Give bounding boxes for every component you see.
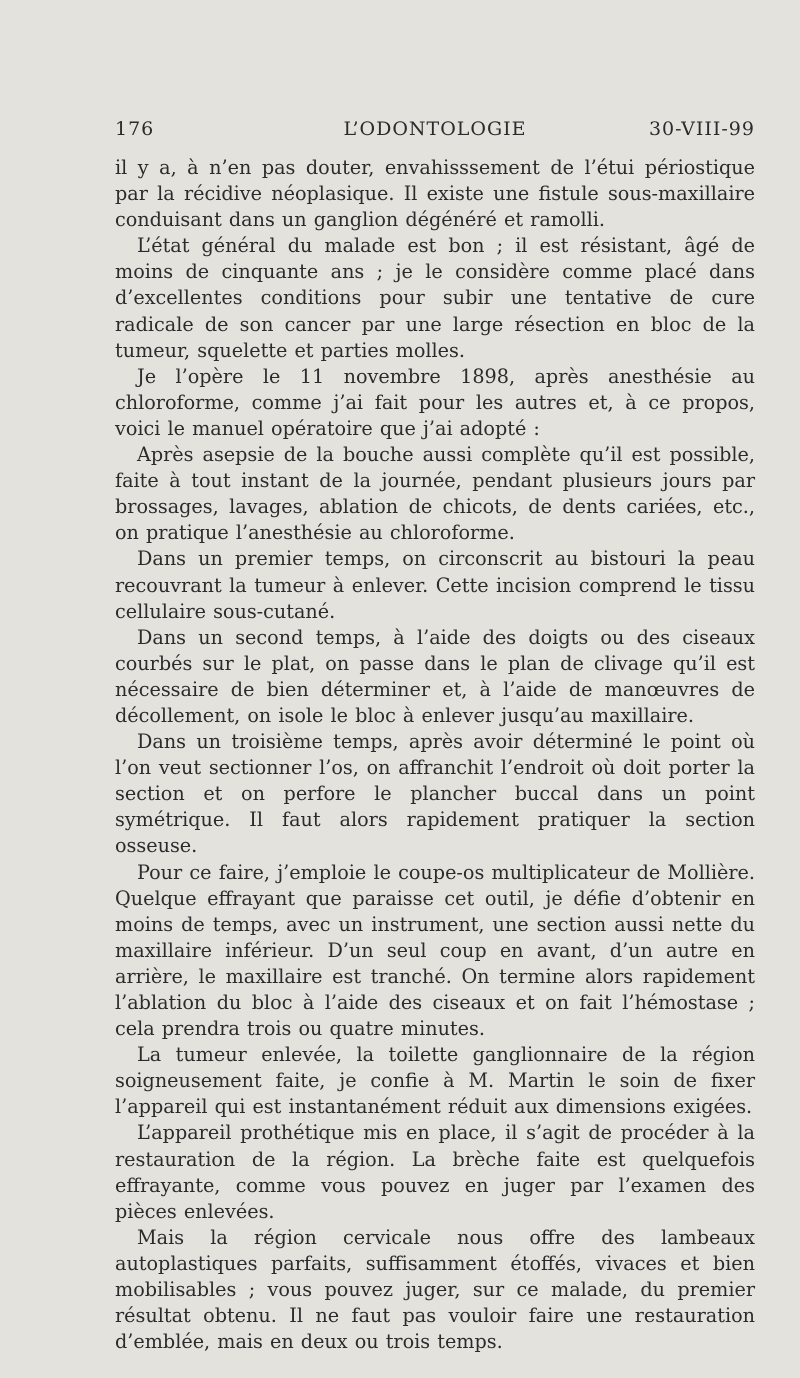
paragraph-7: Dans un troisième temps, après avoir déterminé le point où l’on veut sectionner l’os, on affranchit l’endroit où doit porter la section et on perfore le plancher buccal dans un point symétrique. Il faut alors rapidement pratiquer la section osseuse.: [115, 730, 755, 858]
paragraph-10: L’appareil prothétique mis en place, il s’agit de procéder à la restauration de la région. La brèche faite est quelquefois effrayante, comme vous pouvez en juger par l’examen des pièces enlevées.: [115, 1121, 755, 1223]
paragraph-11: Mais la région cervicale nous offre des lambeaux autoplastiques parfaits, suffisamment étoffés, vivaces et bien mobilisables ; vous pouvez juger, sur ce malade, du premier résultat obtenu. Il ne faut pas vouloir faire une restauration d’emblée, mais en deux ou trois temps.: [115, 1225, 755, 1354]
paragraph-4: Après asepsie de la bouche aussi complète qu’il est possible, faite à tout instant de la journée, pendant plusieurs jours par brossages, lavages, ablation de chicots, de dents cariées, etc., on pratique l’anesthésie au chloroforme.: [115, 443, 755, 545]
paragraph-9: La tumeur enlevée, la toilette ganglionnaire de la région soigneusement faite, je confie à M. Martin le soin de fixer l’appareil qui est instantanément réduit aux dimensions exigées.: [115, 1043, 755, 1119]
paragraph-8: Pour ce faire, j’emploie le coupe-os multiplicateur de Mollière. Quelque effrayant que paraisse cet outil, je défie d’obtenir en moins de temps, avec un instrument, une section aussi nette du maxillaire inférieur. D’un seul coup en avant, d’un autre en arrière, le maxillaire est tranché. On termine alors rapidement l’ablation du bloc à l’aide des ciseaux et on fait l’hémostase ; cela prendra trois ou quatre minutes.: [115, 860, 755, 1041]
paragraph-2: L’état général du malade est bon ; il est résistant, âgé de moins de cinquante ans ; je le considère comme placé dans d’excellentes conditions pour subir une tentative de cure radicale de son cancer par une large résection en bloc de la tumeur, squelette et parties molles.: [115, 234, 755, 362]
body-text: [115, 155, 755, 1355]
paragraph-6: Dans un second temps, à l’aide des doigts ou des ciseaux courbés sur le plat, on passe dans le plan de clivage qu’il est nécessaire de bien déterminer et, à l’aide de manœuvres de décollement, on isole le bloc à enlever jusqu’au maxillaire.: [115, 625, 755, 727]
paragraph-3: Je l’opère le 11 novembre 1898, après anesthésie au chloroforme, comme j’ai fait pour les autres et, à ce propos, voici le manuel opératoire que j’ai adopté :: [115, 364, 755, 440]
paragraph-5: Dans un premier temps, on circonscrit au bistouri la peau recouvrant la tumeur à enlever. Cette incision comprend le tissu cellulaire sous-cutané.: [115, 547, 755, 623]
issue-date: 30-VIII-99: [648, 118, 755, 140]
journal-title: L’ODONTOLOGIE: [343, 118, 527, 140]
paragraph-1: il y a, à n’en pas douter, envahisssement de l’étui périostique par la récidive néoplasique. Il existe une fistule sous-maxillaire conduisant dans un ganglion dégénéré et ramolli.: [115, 156, 755, 232]
page-number: 176: [115, 118, 155, 140]
running-header: [115, 118, 755, 148]
